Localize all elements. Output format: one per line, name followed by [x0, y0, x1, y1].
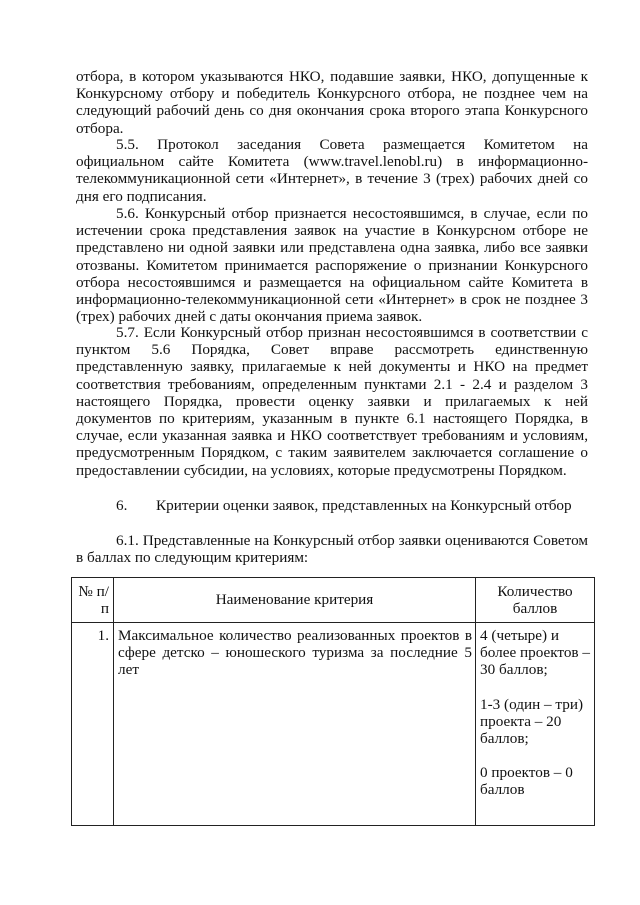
row-points — [476, 623, 595, 826]
section-6-heading — [76, 497, 596, 514]
row-criterion-name: Максимальное количество реализованных проектов в сфере детско – юношеского туризма за последние 5 лет — [114, 623, 476, 826]
paragraph-6-1: 6.1. Представленные на Конкурсный отбор заявки оцениваются Советом в баллах по следующим критериям: — [76, 532, 588, 567]
section-title: Критерии оценки заявок, представленных на Конкурсный отбор — [156, 497, 572, 514]
criteria-table — [71, 577, 595, 826]
points-option: 1-3 (один – три) проекта – 20 баллов; — [480, 695, 584, 748]
paragraph-continuation: отбора, в котором указываются НКО, подавшие заявки, НКО, допущенные к Конкурсному отбору и победитель Конкурсного отбора, не позднее чем на следующий рабочий день со дня окончания срока второго этапа Конкурсного отбора. — [76, 68, 588, 137]
row-num: 1. — [72, 623, 114, 826]
paragraph-5-6: 5.6. Конкурсный отбор признается несостоявшимся, в случае, если по истечении срока представления заявок на участие в Конкурсном отборе не представлено ни одной заявки или представлена одна заявка, либо все заявки отозваны. Комитетом принимается распоряжение о признании Конкурсного отбора несостоявшимся и размещается на официальном сайте Комитета в информационно-телекоммуникационной сети «Интернет» в срок не позднее 3 (трех) рабочих дней с даты окончания приема заявок. — [76, 205, 588, 326]
header-name: Наименование критерия — [114, 578, 476, 623]
points-option: 0 проектов – 0 баллов — [480, 764, 573, 799]
paragraph-5-7: 5.7. Если Конкурсный отбор признан несостоявшимся в соответствии с пунктом 5.6 Порядка, Совет вправе рассмотреть единственную представленную заявку, прилагаемые к ней документы и НКО на предмет соответствия требованиям, определенным пунктами 2.1 - 2.4 и разделом 3 настоящего Порядка, провести оценку заявки и прилагаемых к ней документов по критериям, указанным в пункте 6.1 настоящего Порядка, в случае, если указанная заявка и НКО соответствует требованиям и условиям, предусмотренным Порядком, с таким заявителем заключается соглашение о предоставлении субсидии, на условиях, которые предусмотрены Порядком. — [76, 324, 588, 479]
table-header-row — [72, 578, 595, 623]
header-num: № п/п — [72, 578, 114, 623]
section-number: 6. — [116, 497, 128, 514]
table-row — [72, 623, 595, 826]
header-points: Количество баллов — [476, 578, 595, 623]
points-option: 4 (четыре) и более проектов – 30 баллов; — [480, 627, 590, 679]
paragraph-5-5: 5.5. Протокол заседания Совета размещается Комитетом на официальном сайте Комитета (www.travel.lenobl.ru) в информационно-телекоммуникационной сети «Интернет», в течение 3 (трех) рабочих дней со дня его подписания. — [76, 136, 588, 205]
